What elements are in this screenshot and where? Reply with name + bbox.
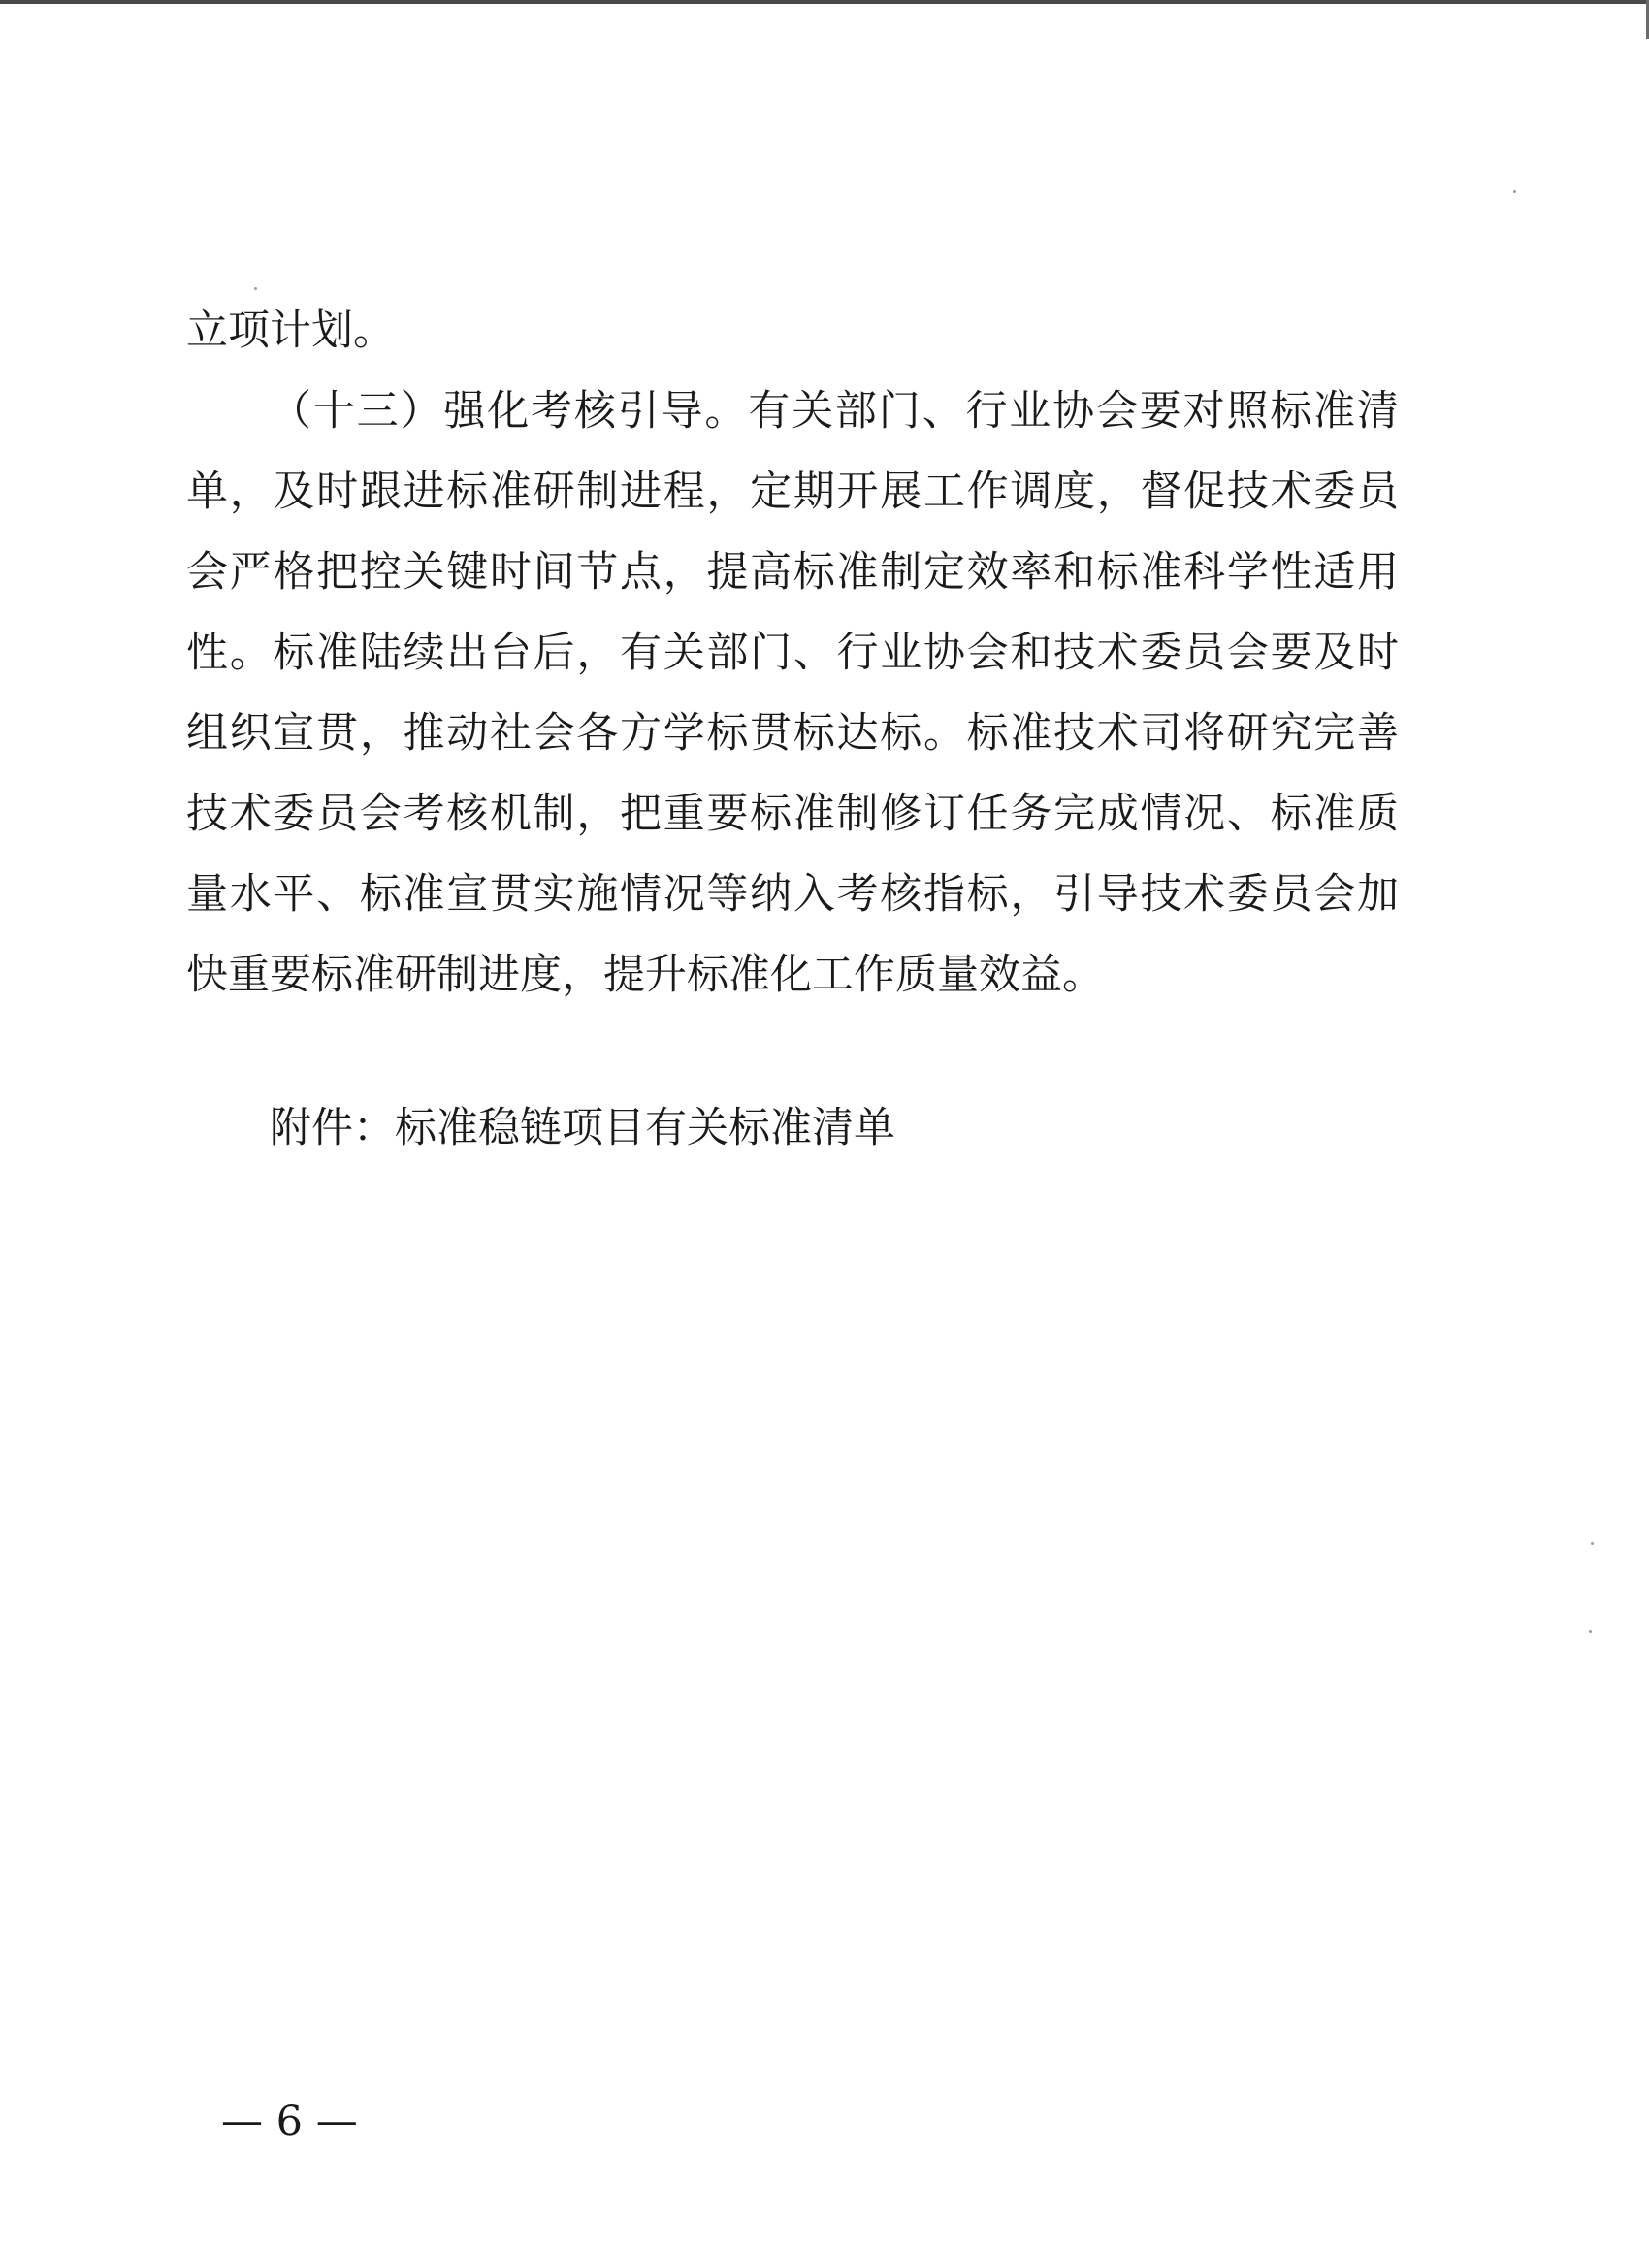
document-body [186, 291, 1399, 1016]
text-line-3: 单，及时跟进标准研制进程，定期开展工作调度，督促技术委员 [186, 468, 1399, 516]
scan-speck [1513, 190, 1516, 193]
scan-speck [1591, 1542, 1594, 1545]
attachment-note: 附件：标准稳链项目有关标准清单 [270, 1104, 895, 1152]
text-line-7: 技术委员会考核机制，把重要标准制修订任务完成情况、标准质 [186, 790, 1399, 838]
section-heading-line: （十三）强化考核引导。有关部门、行业协会要对照标准清 [270, 387, 1399, 436]
text-line-6: 组织宣贯，推动社会各方学标贯标达标。标准技术司将研究完善 [186, 709, 1399, 758]
text-line-8: 量水平、标准宣贯实施情况等纳入考核指标，引导技术委员会加 [186, 870, 1399, 919]
scan-speck [254, 287, 257, 290]
scan-speck [1589, 1630, 1592, 1633]
text-line-4: 会严格把控关键时间节点，提高标准制定效率和标准科学性适用 [186, 548, 1399, 597]
page-number: — 6 — [221, 2097, 358, 2146]
text-line-5: 性。标准陆续出台后，有关部门、行业协会和技术委员会要及时 [186, 629, 1399, 677]
scan-edge-top [0, 0, 1649, 4]
text-line-1: 立项计划。 [186, 307, 395, 355]
text-line-9: 快重要标准研制进度，提升标准化工作质量效益。 [186, 951, 1104, 999]
